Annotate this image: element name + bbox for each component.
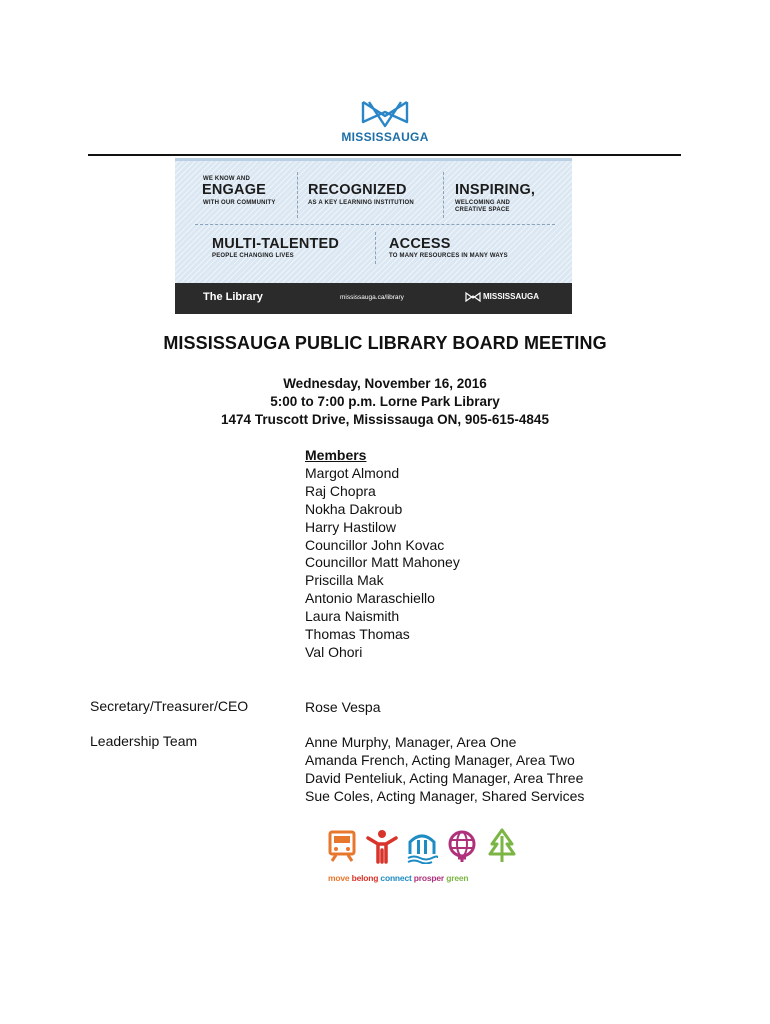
leadership-member: Amanda French, Acting Manager, Area Two	[305, 752, 575, 768]
secretary-name: Rose Vespa	[305, 699, 381, 715]
member-name: Val Ohori	[305, 643, 363, 660]
member-name: Laura Naismith	[305, 608, 400, 625]
member-name: Thomas Thomas	[305, 626, 410, 643]
pillar-word: connect	[380, 873, 412, 883]
member-name: Councillor Matt Mahoney	[305, 554, 460, 571]
city-pillars	[322, 828, 522, 890]
engage-sub: WITH OUR COMMUNITY	[203, 200, 276, 206]
pillar-word: move	[328, 873, 350, 883]
library-url: mississauga.ca/library	[340, 294, 404, 301]
engage-pre: WE KNOW AND	[203, 176, 250, 182]
banner-footer-bar	[175, 283, 572, 314]
member-name: Raj Chopra	[305, 482, 376, 499]
multi-talented-heading: MULTI-TALENTED	[212, 236, 340, 252]
meeting-time-location: 5:00 to 7:00 p.m. Lorne Park Library	[270, 394, 500, 409]
leadership-list	[305, 733, 584, 805]
meeting-date: Wednesday, November 16, 2016	[283, 376, 487, 391]
multi-talented-sub: PEOPLE CHANGING LIVES	[212, 253, 294, 259]
access-sub: TO MANY RESOURCES IN MANY WAYS	[389, 253, 508, 259]
member-name: Antonio Maraschiello	[305, 590, 435, 607]
member-name: Nokha Dakroub	[305, 500, 403, 517]
inspiring-heading: INSPIRING,	[455, 182, 536, 198]
library-banner	[175, 158, 572, 314]
pillar-word: belong	[351, 873, 379, 883]
recognized-sub: AS A KEY LEARNING INSTITUTION	[308, 200, 414, 206]
tree-icon	[486, 828, 518, 864]
person-icon	[366, 828, 398, 864]
member-name: Councillor John Kovac	[305, 536, 445, 553]
leadership-member: Anne Murphy, Manager, Area One	[305, 734, 517, 750]
globe-icon	[446, 828, 478, 864]
banner-top-strip	[175, 158, 572, 161]
member-name: Harry Hastilow	[305, 518, 397, 535]
inspiring-sub-1: WELCOMING AND	[455, 200, 511, 206]
train-icon	[326, 828, 358, 864]
banner-brand: MISSISSAUGA	[483, 292, 540, 301]
member-name: Priscilla Mak	[305, 572, 384, 589]
engage-heading: ENGAGE	[202, 182, 267, 198]
banner-divider	[443, 172, 444, 218]
inspiring-sub-2: CREATIVE SPACE	[455, 207, 510, 213]
access-heading: ACCESS	[389, 236, 451, 252]
leadership-member: Sue Coles, Acting Manager, Shared Services	[305, 788, 585, 804]
recognized-heading: RECOGNIZED	[308, 182, 407, 198]
meeting-title: MISSISSAUGA PUBLIC LIBRARY BOARD MEETING	[163, 333, 607, 353]
members-list	[305, 447, 460, 662]
pillar-words	[328, 873, 468, 883]
meeting-address: 1474 Truscott Drive, Mississauga ON, 905-615-4845	[221, 412, 549, 427]
the-library-label: The Library	[203, 291, 263, 303]
leadership-member: David Penteliuk, Acting Manager, Area Three	[305, 770, 584, 786]
pillar-word: green	[446, 873, 469, 883]
logo-wordmark: MISSISSAUGA	[341, 130, 429, 144]
banner-divider	[297, 172, 298, 218]
pillar-word: prosper	[413, 873, 445, 883]
mississauga-logo	[330, 100, 440, 148]
secretary-label: Secretary/Treasurer/CEO	[90, 698, 249, 714]
butterfly-logo-icon	[359, 100, 411, 128]
banner-divider	[375, 232, 376, 264]
bridge-icon	[406, 828, 438, 864]
banner-hdivider	[195, 224, 555, 225]
leadership-label: Leadership Team	[90, 733, 198, 749]
header-rule	[88, 154, 681, 156]
member-name: Margot Almond	[305, 464, 400, 481]
members-heading: Members	[305, 447, 367, 463]
butterfly-small-icon	[465, 292, 481, 302]
